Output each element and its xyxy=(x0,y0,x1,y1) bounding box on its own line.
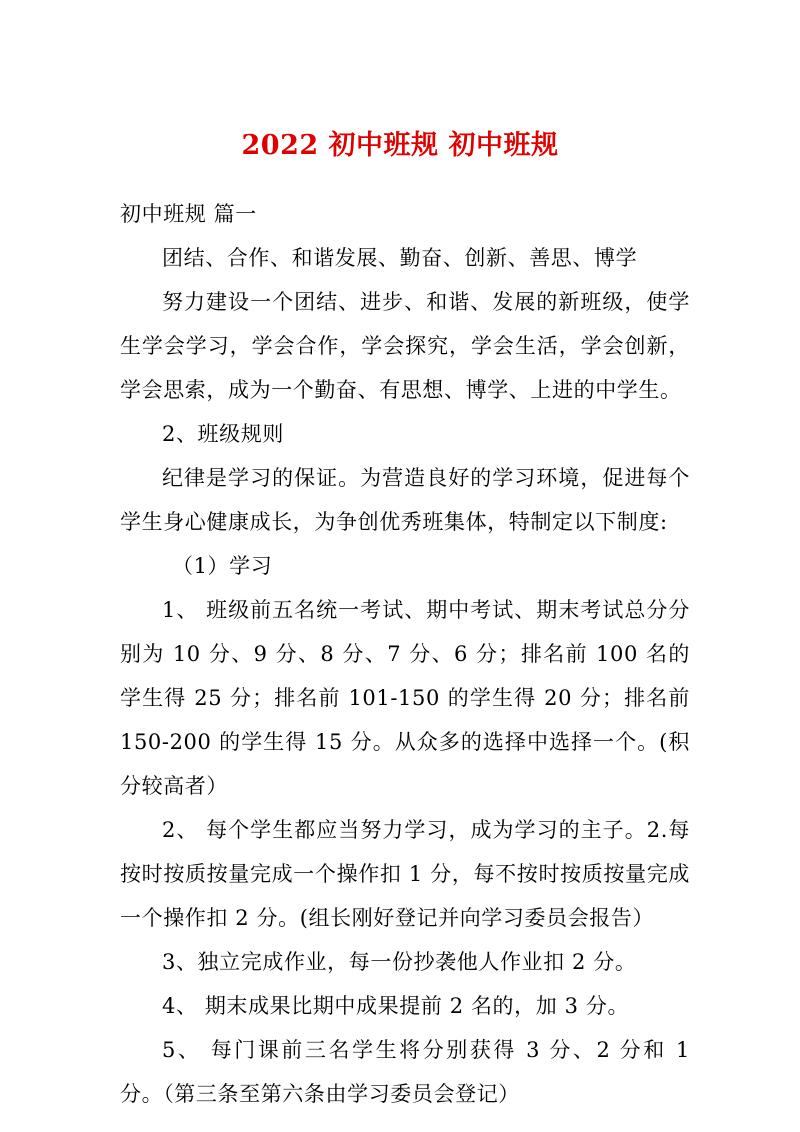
section-heading: 初中班规 篇一 xyxy=(120,202,257,226)
subheading-study: （1）学习 xyxy=(172,554,273,578)
paragraph-discipline: 纪律是学习的保证。为营造良好的学习环境，促进每个学生身心健康成长，为争创优秀班集体，特制定以下制度: xyxy=(120,466,690,534)
rule-item-1: 1、 班级前五名统一考试、期中考试、期末考试总分分别为 10 分、9 分、8 分、7 分、6 分；排名前 100 名的学生得 25 分；排名前 101-150 的学生得 20 分；排名前 150-200 的学生得 15 分。从众多的选择中选择一个。(积分较高者） xyxy=(120,598,690,798)
rule-item-2: 2、 每个学生都应当努力学习，成为学习的主子。2.每按时按质按量完成一个操作扣 1 分，每不按时按质按量完成一个操作扣 2 分。(组长刚好登记并向学习委员会报告） xyxy=(120,818,690,930)
rule-item-4: 4、 期末成果比期中成果提前 2 名的，加 3 分。 xyxy=(162,994,630,1018)
rule-item-5: 5、 每门课前三名学生将分别获得 3 分、2 分和 1 分。（第三条至第六条由学习委员会登记） xyxy=(120,1038,690,1106)
paragraph-motto: 团结、合作、和谐发展、勤奋、创新、善思、博学 xyxy=(162,246,638,270)
rule-item-3: 3、独立完成作业，每一份抄袭他人作业扣 2 分。 xyxy=(162,950,637,974)
paragraph-goal: 努力建设一个团结、进步、和谐、发展的新班级，使学生学会学习，学会合作，学会探究，学会生活，学会创新，学会思索，成为一个勤奋、有思想、博学、上进的中学生。 xyxy=(120,290,690,402)
document-body xyxy=(120,192,690,1116)
document-title: 2022 初中班规 初中班规 xyxy=(241,130,559,161)
subheading-rules: 2、班级规则 xyxy=(162,422,284,446)
